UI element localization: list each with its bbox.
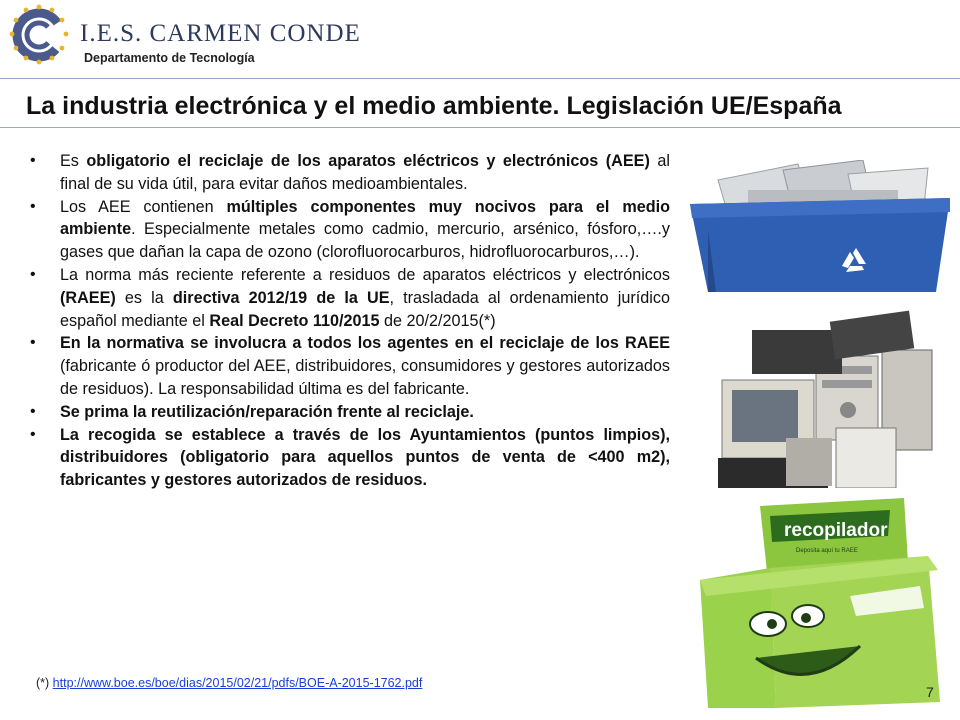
bullet-text: . Especialmente metales como cadmio, mercurio, arsénico, fósforo,….y gases que dañan la capa de ozono (clorofluorocarburos, hidrofluorocarburos,…). bbox=[60, 220, 670, 262]
bullet-item bbox=[30, 264, 670, 332]
e-waste-pile-image bbox=[712, 310, 938, 488]
footnote bbox=[36, 676, 422, 690]
bullet-list bbox=[30, 150, 670, 492]
title-divider bbox=[0, 127, 960, 128]
bullet-text: de 20/2/2015(*) bbox=[379, 311, 496, 330]
bullet-item bbox=[30, 332, 670, 400]
bin-sublabel: Deposita aquí tu RAEE bbox=[796, 548, 858, 554]
bullet-text: Los AEE contienen bbox=[60, 197, 227, 216]
bin-label: recopilador bbox=[784, 520, 888, 541]
bullet-text: Es bbox=[60, 152, 87, 170]
bullet-item bbox=[30, 196, 670, 264]
bullet-text: es la bbox=[115, 288, 173, 307]
bullet-text: La norma más reciente referente a residuos de aparatos eléctricos y electrónicos bbox=[60, 265, 670, 284]
bullet-bold-text: múltiples componentes muy nocivos para el medio ambiente bbox=[60, 197, 670, 239]
header-divider bbox=[0, 78, 960, 79]
bullet-bold-text: En la normativa se involucra a todos los agentes en el reciclaje de los RAEE bbox=[60, 334, 670, 353]
school-name: I.E.S. CARMEN CONDE bbox=[80, 20, 361, 47]
recycle-bin-image bbox=[688, 160, 950, 292]
footnote-prefix: (*) bbox=[36, 676, 53, 690]
department-name: Departamento de Tecnología bbox=[84, 51, 255, 65]
recopilador-collector-image bbox=[700, 496, 944, 708]
bullet-item bbox=[30, 424, 670, 492]
bullet-bold-text: (RAEE) bbox=[60, 288, 116, 307]
logo-emblem-icon bbox=[6, 2, 70, 68]
page-number: 7 bbox=[926, 684, 934, 700]
bullet-bold-text: Se prima la reutilización/reparación frente al reciclaje. bbox=[60, 402, 474, 421]
bullet-text: , trasladada al ordenamiento jurídico español mediante el bbox=[60, 288, 670, 330]
bullet-bold-text: obligatorio el reciclaje de los aparatos eléctricos y electrónicos (AEE) bbox=[86, 152, 650, 170]
school-logo bbox=[6, 2, 361, 68]
bullet-item bbox=[30, 150, 670, 196]
bullet-text: al final de su vida útil, para evitar daños medioambientales. bbox=[60, 152, 670, 193]
bullet-bold-text: directiva 2012/19 de la UE bbox=[172, 288, 390, 307]
bullet-item bbox=[30, 401, 670, 424]
slide-title: La industria electrónica y el medio ambiente. Legislación UE/España bbox=[26, 92, 842, 120]
bullet-text: (fabricante ó productor del AEE, distribuidores, consumidores y gestores autorizados de residuos). La responsabilidad última es del fabricante. bbox=[60, 357, 670, 398]
bullet-bold-text: La recogida se establece a través de los Ayuntamientos (puntos limpios), distribuidores (obligatorio para aquellos puntos de venta de <400 m2), fabricantes y gestores autorizados de residuos. bbox=[60, 425, 670, 490]
bullet-bold-text: Real Decreto 110/2015 bbox=[209, 311, 380, 330]
boe-link[interactable]: http://www.boe.es/boe/dias/2015/02/21/pdfs/BOE-A-2015-1762.pdf bbox=[52, 676, 423, 690]
